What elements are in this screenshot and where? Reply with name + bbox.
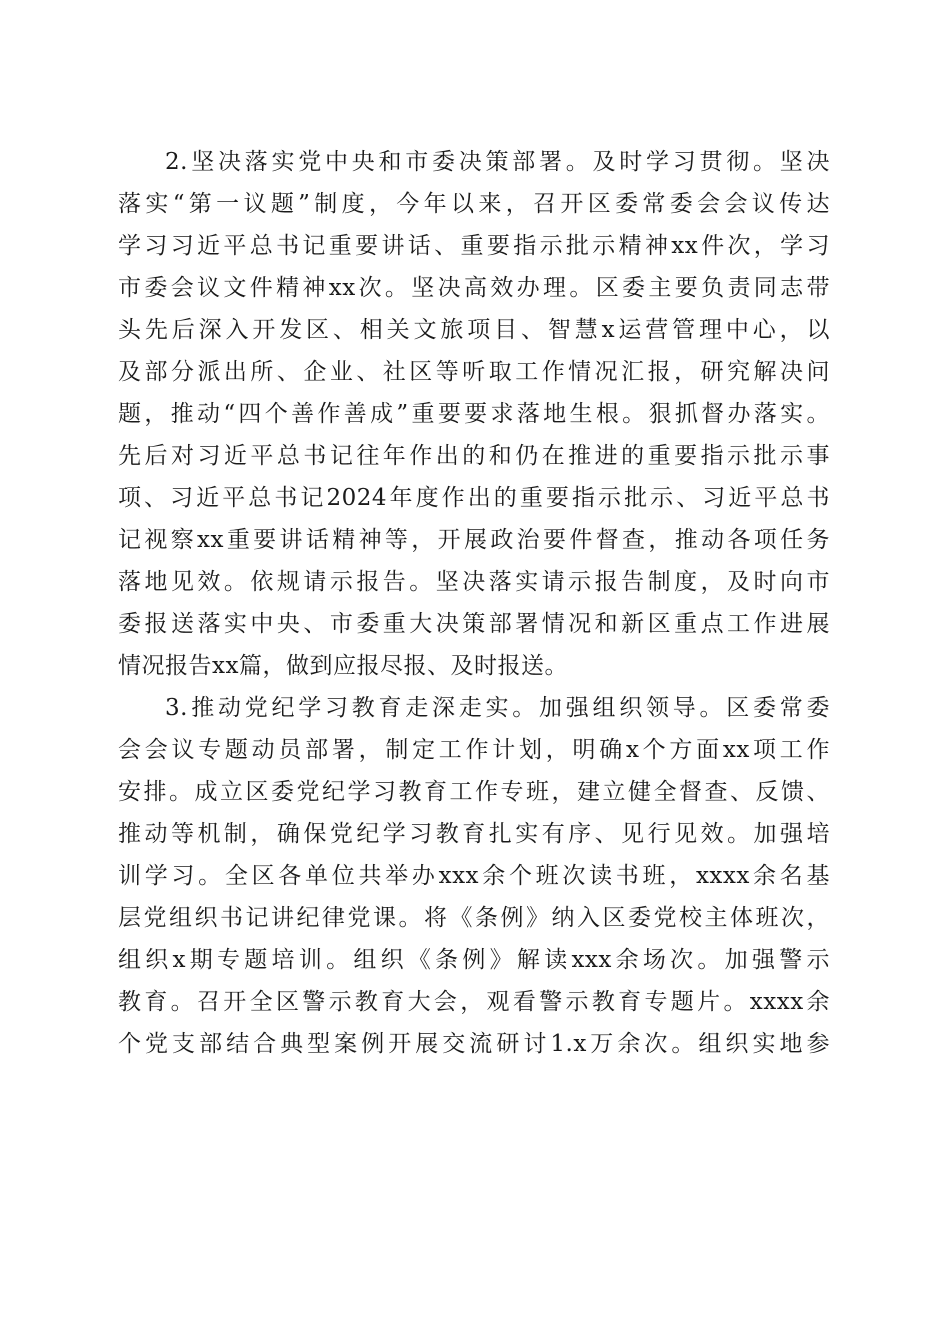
paragraph-1-line-12: 委报送落实中央、市委重大决策部署情况和新区重点工作进展 (118, 611, 830, 637)
paragraph-1-line-7: 题，推动“四个善作善成”重要要求落地生根。狠抓督办落实。 (118, 401, 830, 427)
paragraph-1-line-6: 及部分派出所、企业、社区等听取工作情况汇报，研究解决问 (118, 359, 830, 385)
paragraph-1-line-3: 学习习近平总书记重要讲话、重要指示批示精神xx件次，学习 (118, 233, 830, 259)
paragraph-2-line-6: 层党组织书记讲纪律党课。将《条例》纳入区委党校主体班次， (118, 905, 830, 931)
paragraph-2-line-9: 个党支部结合典型案例开展交流研讨1.x万余次。组织实地参 (118, 1031, 830, 1057)
paragraph-1-line-5: 头先后深入开发区、相关文旅项目、智慧x运营管理中心，以 (118, 317, 830, 343)
paragraph-1-line-13: 情况报告xx篇，做到应报尽报、及时报送。 (118, 653, 568, 679)
paragraph-1-line-10: 记视察xx重要讲话精神等，开展政治要件督查，推动各项任务 (118, 527, 830, 553)
paragraph-2-line-3: 安排。成立区委党纪学习教育工作专班，建立健全督查、反馈、 (118, 779, 830, 805)
paragraph-1-line-1: 2.坚决落实党中央和市委决策部署。及时学习贯彻。坚决 (165, 149, 830, 175)
paragraph-2-line-2: 会会议专题动员部署，制定工作计划，明确x个方面xx项工作 (118, 737, 830, 763)
paragraph-1-line-2: 落实“第一议题”制度，今年以来，召开区委常委会会议传达 (118, 191, 830, 217)
paragraph-1-line-8: 先后对习近平总书记往年作出的和仍在推进的重要指示批示事 (118, 443, 830, 469)
paragraph-1-line-11: 落地见效。依规请示报告。坚决落实请示报告制度，及时向市 (118, 569, 830, 595)
paragraph-2-line-4: 推动等机制，确保党纪学习教育扎实有序、见行见效。加强培 (118, 821, 830, 847)
paragraph-2-line-1: 3.推动党纪学习教育走深走实。加强组织领导。区委常委 (165, 695, 830, 721)
paragraph-1-line-4: 市委会议文件精神xx次。坚决高效办理。区委主要负责同志带 (118, 275, 830, 301)
paragraph-2-line-8: 教育。召开全区警示教育大会，观看警示教育专题片。xxxx余 (118, 989, 830, 1015)
paragraph-1-line-9: 项、习近平总书记2024年度作出的重要指示批示、习近平总书 (118, 485, 830, 511)
paragraph-2-line-7: 组织x期专题培训。组织《条例》解读xxx余场次。加强警示 (118, 947, 830, 973)
paragraph-2-line-5: 训学习。全区各单位共举办xxx余个班次读书班，xxxx余名基 (118, 863, 830, 889)
